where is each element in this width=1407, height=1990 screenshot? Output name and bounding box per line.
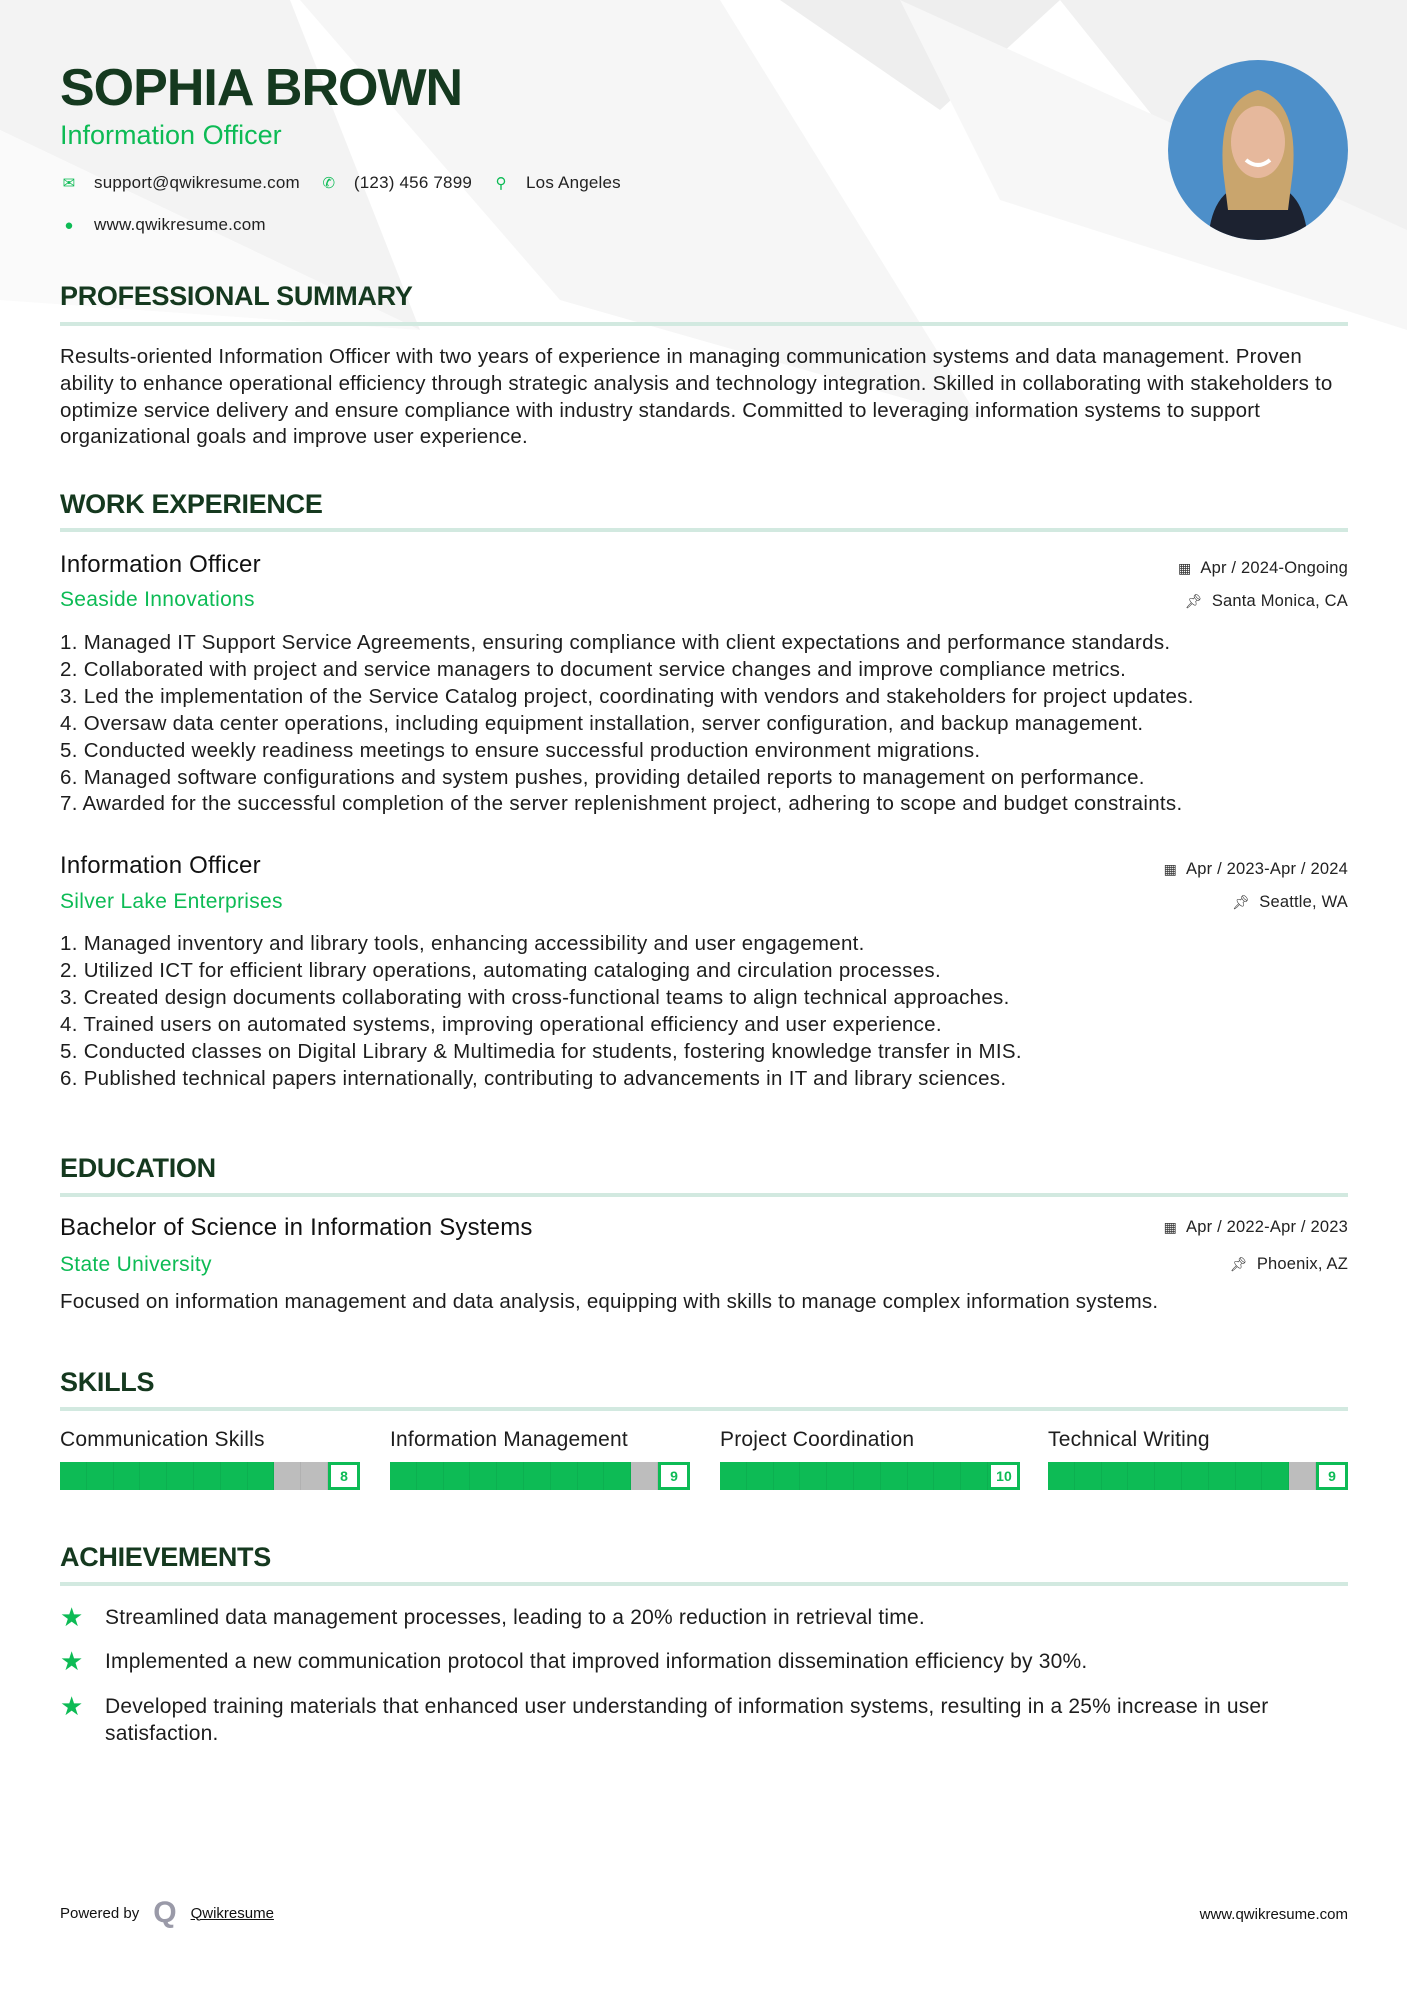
- skill-bar-segment: [524, 1462, 551, 1490]
- skill-bar-segment: [1209, 1462, 1236, 1490]
- job-bullet: 1. Managed inventory and library tools, enhancing accessibility and user engagement.: [60, 932, 865, 955]
- skill-item: [1048, 1428, 1348, 1490]
- skill-bar-segment: [444, 1462, 471, 1490]
- section-divider: [60, 1582, 1348, 1586]
- job-location: [1185, 592, 1348, 611]
- phone-icon: ✆: [322, 175, 336, 192]
- job-bullet: 5. Conducted weekly readiness meetings to ensure successful production environment migrations.: [60, 738, 981, 762]
- job-bullet: 5. Conducted classes on Digital Library & Multimedia for students, fostering knowledge transfer in MIS.: [60, 1039, 1022, 1063]
- job-company: Seaside Innovations: [60, 588, 255, 611]
- skill-bar-segment: [1236, 1462, 1263, 1490]
- skill-name: Information Management: [390, 1428, 628, 1451]
- star-badge-icon: ★: [60, 1691, 84, 1721]
- skill-bar-segment: [140, 1462, 167, 1490]
- job-title: Information Officer: [60, 852, 261, 879]
- skill-bar-segment: [390, 1462, 417, 1490]
- achievements-heading: ACHIEVEMENTS: [60, 1542, 271, 1572]
- experience-heading: WORK EXPERIENCE: [60, 489, 323, 519]
- skill-item: [60, 1428, 360, 1490]
- degree-title: Bachelor of Science in Information Systems: [60, 1214, 533, 1241]
- skill-score: 9: [1319, 1465, 1345, 1487]
- achievement-item: [60, 1648, 1350, 1675]
- calendar-icon: ▦: [1163, 1219, 1178, 1235]
- skill-bar-segment: [1289, 1462, 1316, 1490]
- skill-bar-segment: [854, 1462, 881, 1490]
- skill-score-badge: [328, 1462, 360, 1490]
- skill-bar-segment: [908, 1462, 935, 1490]
- skill-bar-segment: [827, 1462, 854, 1490]
- skill-bar-segment: [1102, 1462, 1129, 1490]
- powered-by-label: Powered by: [60, 1904, 140, 1922]
- skill-item: [390, 1428, 690, 1490]
- skill-bar-segment: [470, 1462, 497, 1490]
- location-text: Los Angeles: [526, 173, 621, 192]
- job-dates: [1164, 860, 1348, 879]
- skill-bar-segment: [604, 1462, 631, 1490]
- contact-row: [60, 173, 621, 193]
- job-bullet: 3. Created design documents collaborating with cross-functional teams to align technical approaches.: [60, 985, 1010, 1009]
- section-divider: [60, 1193, 1348, 1197]
- email-icon: ✉: [62, 175, 76, 192]
- globe-icon: ●: [64, 216, 74, 234]
- job-location: [1232, 893, 1348, 912]
- skill-bar-segment: [60, 1462, 87, 1490]
- pushpin-icon: 📌︎: [1232, 894, 1251, 910]
- job-bullet: 4. Trained users on automated systems, improving operational efficiency and user experience.: [60, 1012, 942, 1036]
- skill-bar-segment: [417, 1462, 444, 1490]
- star-badge-icon: ★: [60, 1602, 84, 1632]
- achievement-item: [60, 1693, 1350, 1747]
- achievement-text: Developed training materials that enhanced user understanding of information systems, resulting in a 25% increase in user satisfaction.: [105, 1695, 1269, 1745]
- skill-bar-segment: [747, 1462, 774, 1490]
- skills-heading: SKILLS: [60, 1367, 155, 1397]
- calendar-icon: ▦: [1177, 560, 1192, 576]
- skill-score: 10: [991, 1465, 1017, 1487]
- skill-bar-segment: [800, 1462, 827, 1490]
- skill-bar-segment: [881, 1462, 908, 1490]
- skill-bar-segment: [301, 1462, 328, 1490]
- skill-bar-segment: [1182, 1462, 1209, 1490]
- skill-bar-segment: [274, 1462, 301, 1490]
- skill-bar-segment: [1075, 1462, 1102, 1490]
- skill-bar-segment: [221, 1462, 248, 1490]
- job-location-text: Santa Monica, CA: [1211, 592, 1348, 610]
- email-link[interactable]: support@qwikresume.com: [94, 173, 300, 192]
- job-bullet: 1. Managed IT Support Service Agreements, ensuring compliance with client expectations and performance standards.: [60, 631, 1171, 654]
- calendar-icon: ▦: [1163, 861, 1178, 877]
- achievement-text: Streamlined data management processes, leading to a 20% reduction in retrieval time.: [105, 1606, 925, 1629]
- education-description: Focused on information management and data analysis, equipping with skills to manage complex information systems.: [60, 1290, 1159, 1313]
- achievement-text: Implemented a new communication protocol that improved information dissemination efficiency by 30%.: [105, 1650, 1088, 1673]
- skill-rating-bar: [1048, 1462, 1348, 1490]
- skill-bar-segment: [167, 1462, 194, 1490]
- education-dates-text: Apr / 2022-Apr / 2023: [1186, 1218, 1348, 1236]
- job-company: Silver Lake Enterprises: [60, 890, 283, 913]
- skill-rating-bar: [720, 1462, 1020, 1490]
- qwikresume-logo-icon: Q: [153, 1896, 177, 1929]
- job-dates-text: Apr / 2024-Ongoing: [1200, 559, 1348, 577]
- education-location: [1230, 1255, 1348, 1274]
- skill-bar-segment: [774, 1462, 801, 1490]
- job-bullet: 6. Published technical papers internationally, contributing to advancements in IT and library sciences.: [60, 1066, 1007, 1090]
- skill-bar-segment: [497, 1462, 524, 1490]
- qwikresume-link[interactable]: Qwikresume: [190, 1904, 274, 1922]
- skill-score: 9: [661, 1465, 687, 1487]
- skill-bar-segment: [551, 1462, 578, 1490]
- achievement-item: [60, 1604, 1350, 1631]
- location-pin-icon: ⚲: [495, 175, 507, 192]
- footer-website[interactable]: www.qwikresume.com: [1199, 1906, 1348, 1923]
- section-divider: [60, 1407, 1348, 1411]
- job-bullet: 6. Managed software configurations and system pushes, providing detailed reports to management on performance.: [60, 765, 1145, 789]
- education-heading: EDUCATION: [60, 1153, 216, 1183]
- job-bullet: 7. Awarded for the successful completion of the server replenishment project, adhering to scope and budget constraints.: [60, 792, 1183, 816]
- job-bullet: 2. Utilized ICT for efficient library operations, automating cataloging and circulation processes.: [60, 958, 941, 982]
- skill-bar-segment: [1155, 1462, 1182, 1490]
- job-dates-text: Apr / 2023-Apr / 2024: [1186, 860, 1348, 878]
- job-bullet: 4. Oversaw data center operations, including equipment installation, server configuration, and backup management.: [60, 711, 1144, 735]
- pushpin-icon: 📌︎: [1184, 593, 1203, 609]
- skill-score: 8: [331, 1465, 357, 1487]
- section-divider: [60, 322, 1348, 326]
- skill-bar-segment: [248, 1462, 275, 1490]
- skill-name: Technical Writing: [1048, 1428, 1210, 1451]
- education-dates: [1164, 1218, 1348, 1237]
- skill-name: Project Coordination: [720, 1428, 915, 1451]
- job-bullets: [60, 630, 1360, 818]
- skill-bar-segment: [1048, 1462, 1075, 1490]
- job-bullet: 2. Collaborated with project and service managers to document service changes and improve compliance metrics.: [60, 657, 1127, 681]
- skill-item: [720, 1428, 1020, 1490]
- pushpin-icon: 📌︎: [1229, 1256, 1248, 1272]
- website-link[interactable]: www.qwikresume.com: [94, 215, 266, 234]
- summary-heading: PROFESSIONAL SUMMARY: [60, 281, 413, 311]
- candidate-title: Information Officer: [60, 120, 282, 150]
- website-row: [60, 215, 266, 235]
- skill-bar-segment: [578, 1462, 605, 1490]
- star-badge-icon: ★: [60, 1646, 84, 1676]
- job-location-text: Seattle, WA: [1259, 893, 1348, 911]
- skill-name: Communication Skills: [60, 1428, 265, 1451]
- skill-score-badge: [988, 1462, 1020, 1490]
- skill-bar-segment: [1128, 1462, 1155, 1490]
- education-location-text: Phoenix, AZ: [1256, 1255, 1348, 1273]
- candidate-name: SOPHIA BROWN: [60, 59, 463, 117]
- skill-bar-segment: [631, 1462, 658, 1490]
- skill-rating-bar: [390, 1462, 690, 1490]
- skill-bar-segment: [194, 1462, 221, 1490]
- skill-bar-segment: [961, 1462, 988, 1490]
- skill-score-badge: [658, 1462, 690, 1490]
- section-divider: [60, 528, 1348, 532]
- skill-bar-segment: [1262, 1462, 1289, 1490]
- skill-bar-segment: [934, 1462, 961, 1490]
- footer-powered-by: [60, 1896, 274, 1929]
- skill-rating-bar: [60, 1462, 360, 1490]
- summary-text: Results-oriented Information Officer with two years of experience in managing communication systems and data management. Proven ability to enhance operational efficiency through strategic analysis and technology integration. Skilled in collaborating with stakeholders to optimize service delivery and ensure compliance with industry standards. Committed to leveraging information systems to support organizational goals and improve user experience.: [60, 345, 1333, 449]
- job-bullet: 3. Led the implementation of the Service Catalog project, coordinating with vendors and stakeholders for project updates.: [60, 684, 1194, 708]
- skill-bar-segment: [114, 1462, 141, 1490]
- skill-bar-segment: [720, 1462, 747, 1490]
- job-dates: [1178, 559, 1348, 578]
- profile-photo: [1168, 60, 1348, 240]
- job-bullets: [60, 931, 1360, 1092]
- skill-score-badge: [1316, 1462, 1348, 1490]
- phone-text: (123) 456 7899: [353, 173, 473, 192]
- school-name: State University: [60, 1253, 212, 1276]
- skill-bar-segment: [87, 1462, 114, 1490]
- job-title: Information Officer: [60, 551, 261, 578]
